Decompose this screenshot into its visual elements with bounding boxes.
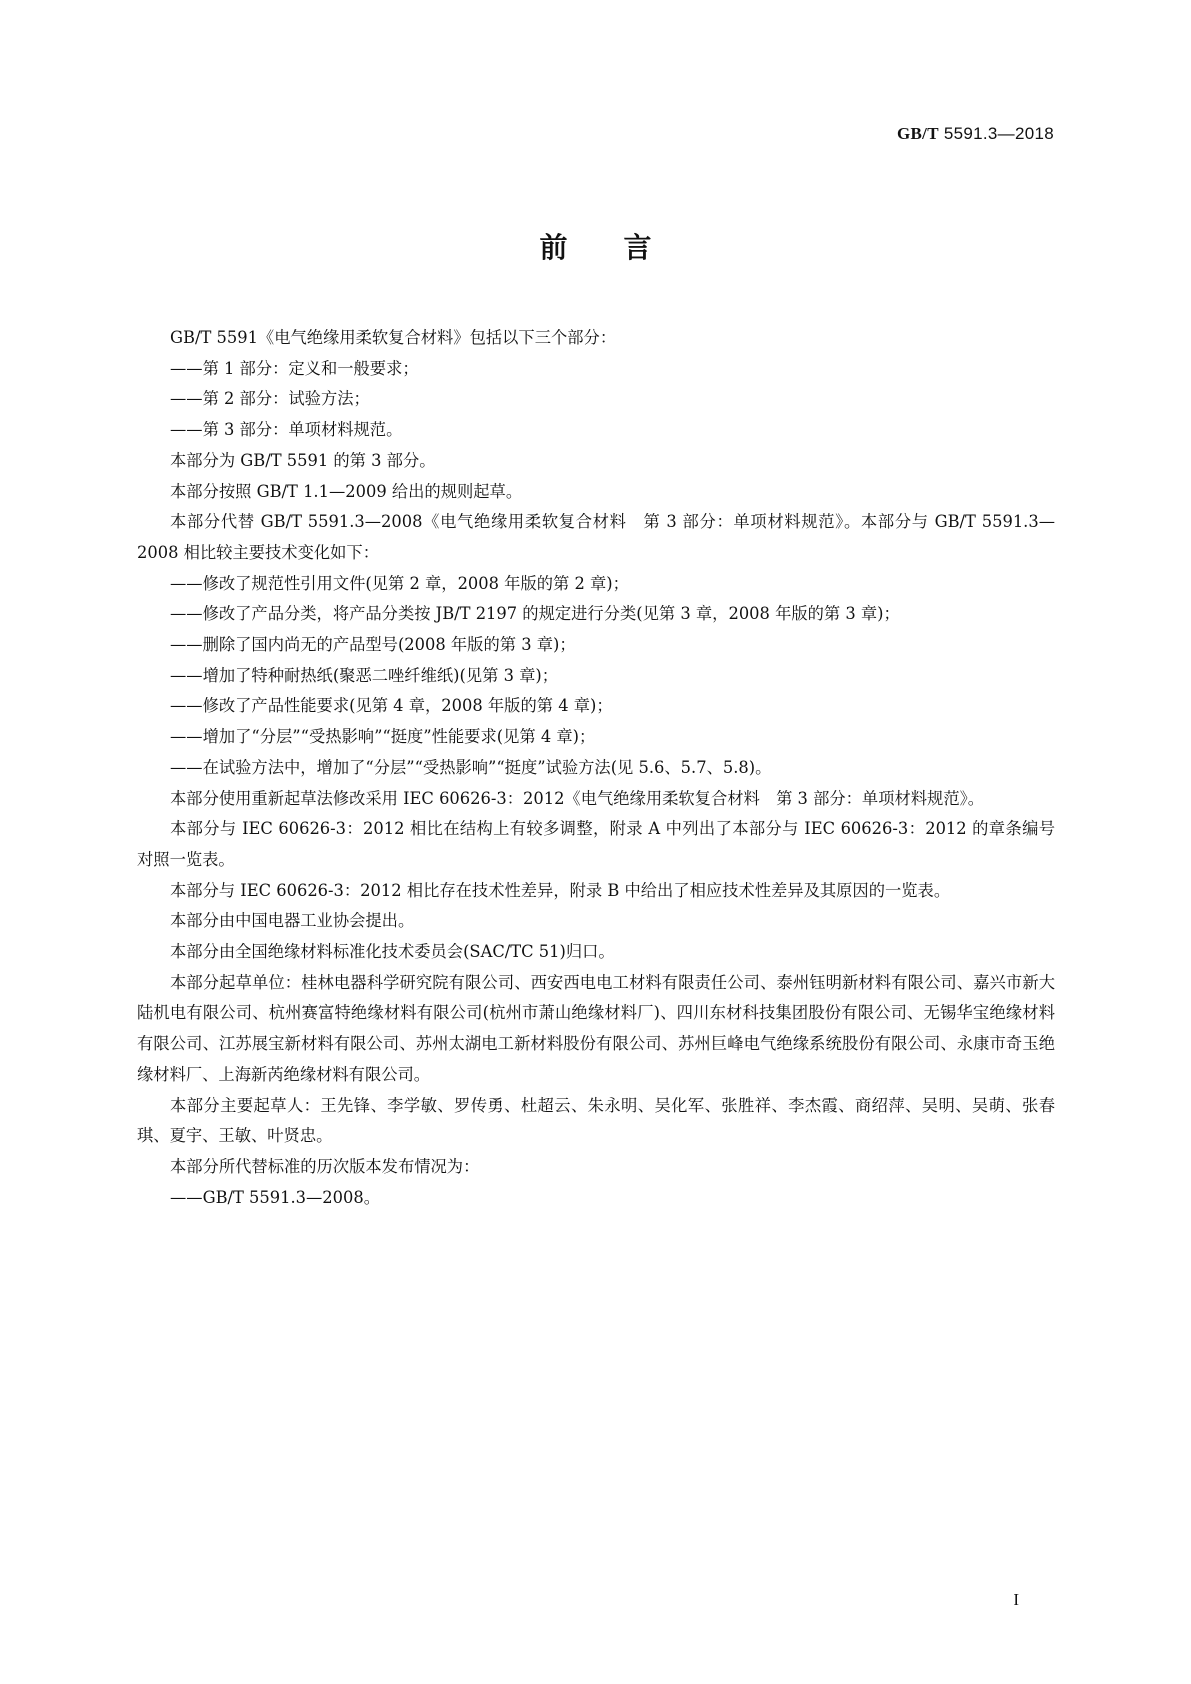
document-code: [897, 124, 1054, 144]
list-item: ——第 2 部分：试验方法；: [170, 389, 370, 409]
list-item: ——GB/T 5591.3—2008。: [170, 1187, 381, 1207]
paragraph: 本部分与 IEC 60626-3：2012 相比存在技术性差异，附录 B 中给出了相应技术性差异及其原因的一览表。: [170, 880, 951, 900]
paragraph: 本部分由全国绝缘材料标准化技术委员会(SAC/TC 51)归口。: [170, 942, 615, 962]
paragraph: 本部分代替 GB/T 5591.3—2008《电气绝缘用柔软复合材料 第 3 部分：单项材料规范》。本部分与 GB/T 5591.3—2008 相比较主要技术变化如下：: [137, 512, 1055, 562]
list-item: ——第 3 部分：单项材料规范。: [170, 420, 403, 440]
preface-body: [137, 323, 1055, 1213]
paragraph: 本部分所代替标准的历次版本发布情况为：: [170, 1156, 480, 1176]
paragraph: GB/T 5591《电气绝缘用柔软复合材料》包括以下三个部分：: [170, 328, 617, 347]
page-title: 前言: [539, 231, 708, 264]
document-code-number: 5591.3—2018: [943, 124, 1054, 143]
paragraph: 本部分主要起草人：王先锋、李学敏、罗传勇、杜超云、朱永明、吴化军、张胜祥、李杰霞、商绍萍、吴明、吴萌、张春琪、夏宇、王敏、叶贤忠。: [137, 1095, 1055, 1146]
paragraph: 本部分使用重新起草法修改采用 IEC 60626-3：2012《电气绝缘用柔软复合材料 第 3 部分：单项材料规范》。: [170, 788, 985, 808]
paragraph: 本部分由中国电器工业协会提出。: [170, 911, 415, 931]
paragraph: 本部分为 GB/T 5591 的第 3 部分。: [170, 450, 436, 470]
list-item: ——在试验方法中，增加了“分层”“受热影响”“挺度”试验方法(见 5.6、5.7、5.8)。: [170, 757, 772, 777]
paragraph: 本部分与 IEC 60626-3：2012 相比在结构上有较多调整，附录 A 中列出了本部分与 IEC 60626-3：2012 的章条编号对照一览表。: [137, 819, 1055, 869]
list-item: ——增加了特种耐热纸(聚恶二唑纤维纸)(见第 3 章)；: [170, 665, 559, 685]
document-code-prefix: GB/T: [897, 124, 939, 143]
list-item: ——第 1 部分：定义和一般要求；: [170, 358, 419, 378]
paragraph: 本部分起草单位：桂林电器科学研究院有限公司、西安西电电工材料有限责任公司、泰州钰明新材料有限公司、嘉兴市新大陆机电有限公司、杭州赛富特绝缘材料有限公司(杭州市萧山绝缘材料厂)、四川东材科技集团股份有限公司、无锡华宝绝缘材料有限公司、江苏展宝新材料有限公司、苏州太湖电工新材料股份有限公司、苏州巨峰电气绝缘系统股份有限公司、永康市奇玉绝缘材料厂、上海新芮绝缘材料有限公司。: [137, 972, 1055, 1084]
list-item: ——修改了产品分类，将产品分类按 JB/T 2197 的规定进行分类(见第 3 章，2008 年版的第 3 章)；: [170, 604, 900, 624]
list-item: ——增加了“分层”“受热影响”“挺度”性能要求(见第 4 章)；: [170, 727, 596, 747]
list-item: ——删除了国内尚无的产品型号(2008 年版的第 3 章)；: [170, 635, 576, 655]
list-item: ——修改了规范性引用文件(见第 2 章，2008 年版的第 2 章)；: [170, 573, 629, 593]
page-number: I: [1013, 1590, 1019, 1609]
list-item: ——修改了产品性能要求(见第 4 章，2008 年版的第 4 章)；: [170, 696, 613, 716]
paragraph: 本部分按照 GB/T 1.1—2009 给出的规则起草。: [170, 481, 523, 501]
